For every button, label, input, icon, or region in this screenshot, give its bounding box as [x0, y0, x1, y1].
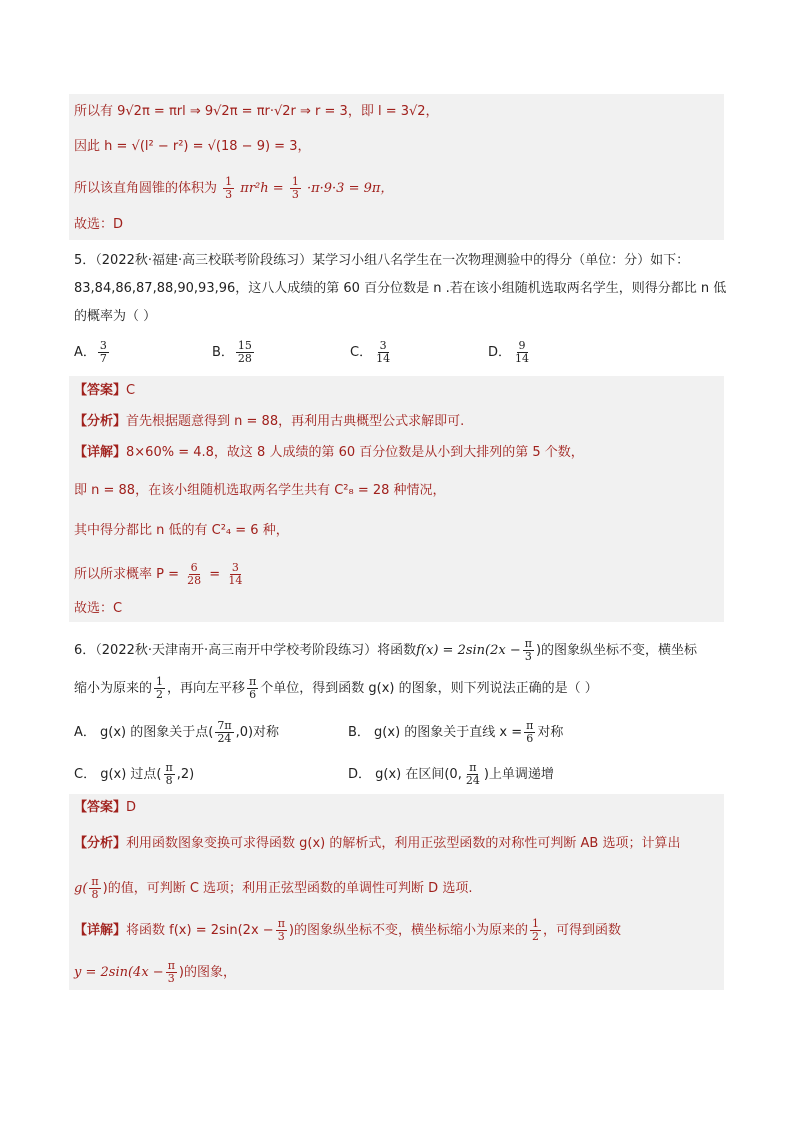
volume-math-1: πr²h =: [240, 181, 284, 196]
q6-detail-1: 【详解】将函数 f(x) = 2sin(2x − $\frac{\pi}{3}$ )的图象纵坐标不变，横坐标缩小为原来的 $\frac{1}{2}$ ，可得到函数: [74, 917, 622, 943]
q5-detail-3: 其中得分都比 n 低的有 C²₄ = 6 种，: [74, 523, 289, 538]
solution-line-3: [74, 176, 393, 201]
q5-stem-line-1: 5．（2022秋·福建·高三校联考阶段练习）某学习小组八名学生在一次物理测验中的得分（单位：分）如下：: [74, 253, 690, 268]
q5-stem-line-3: 的概率为（ ）: [74, 309, 157, 324]
q5-option-b[interactable]: B． $\frac{15}{28}$: [212, 339, 252, 365]
volume-math-2: ·π·9·3 = 9π，: [306, 181, 394, 196]
volume-text: 所以该直角圆锥的体积为: [74, 181, 218, 196]
q6-analysis-1: 【分析】利用函数图象变换可求得函数 g(x) 的解析式，利用正弦型函数的对称性可判断 AB 选项；计算出: [74, 836, 681, 851]
q6-option-c[interactable]: C． g(x) 过点( $\frac{\pi}{8}$ ,2): [74, 761, 195, 787]
q5-option-c[interactable]: C． $\frac{3}{14}$: [350, 339, 391, 365]
fraction: $\frac{1}{3}$: [291, 175, 299, 201]
q6-option-b[interactable]: B． g(x) 的图象关于直线 x = $\frac{\pi}{6}$ 对称: [348, 719, 564, 745]
q5-answer: 【答案】C: [74, 383, 136, 398]
q5-detail-5: 故选：C: [74, 601, 123, 616]
q6-stem-line-1: 6．（2022秋·天津南开·高三南开中学校考阶段练习）将函数f(x) = 2sin(2x − $\frac{\pi}{3}$ )的图象纵坐标不变，横坐标: [74, 637, 698, 663]
solution-choice: 故选：D: [74, 217, 124, 232]
solution-line-1: 所以有 9√2π = πrl ⇒ 9√2π = πr·√2r ⇒ r = 3，即 l = 3√2，: [74, 104, 439, 119]
q6-stem-line-2: 缩小为原来的 $\frac{1}{2}$ ，再向左平移 $\frac{\pi}{6}$ 个单位，得到函数 g(x) 的图象，则下列说法正确的是（ ）: [74, 675, 598, 701]
q5-option-a[interactable]: A． $\frac{3}{7}$: [74, 339, 107, 365]
q5-detail-2: 即 n = 88，在该小组随机选取两名学生共有 C²₈ = 28 种情况，: [74, 483, 446, 498]
q5-detail-4: 所以所求概率 P = $\frac{6}{28}$ = $\frac{3}{14}$: [74, 561, 243, 587]
q6-option-d[interactable]: D． g(x) 在区间(0, $\frac{\pi}{24}$ )上单调递增: [348, 761, 554, 787]
q5-detail-1: 【详解】8×60% = 4.8，故这 8 人成绩的第 60 百分位数是从小到大排列的第 5 个数，: [74, 445, 584, 460]
q6-option-a[interactable]: A． g(x) 的图象关于点( $\frac{7\pi}{24}$ ,0)对称: [74, 719, 280, 745]
q5-analysis: 【分析】首先根据题意得到 n = 88，再利用古典概型公式求解即可.: [74, 414, 465, 429]
q6-answer: 【答案】D: [74, 800, 137, 815]
solution-line-2: 因此 h = √(l² − r²) = √(18 − 9) = 3，: [74, 139, 311, 154]
q6-analysis-2: g( $\frac{\pi}{8}$ )的值，可判断 C 选项；利用正弦型函数的单调性可判断 D 选项.: [74, 875, 473, 901]
fraction: $\frac{1}{3}$: [225, 175, 233, 201]
q5-option-d[interactable]: D． $\frac{9}{14}$: [488, 339, 530, 365]
q6-detail-2: y = 2sin(4x − $\frac{\pi}{3}$ )的图象，: [74, 959, 236, 985]
q5-stem-line-2: 83,84,86,87,88,90,93,96，这八人成绩的第 60 百分位数是 n .若在该小组随机选取两名学生，则得分都比 n 低: [74, 281, 727, 296]
